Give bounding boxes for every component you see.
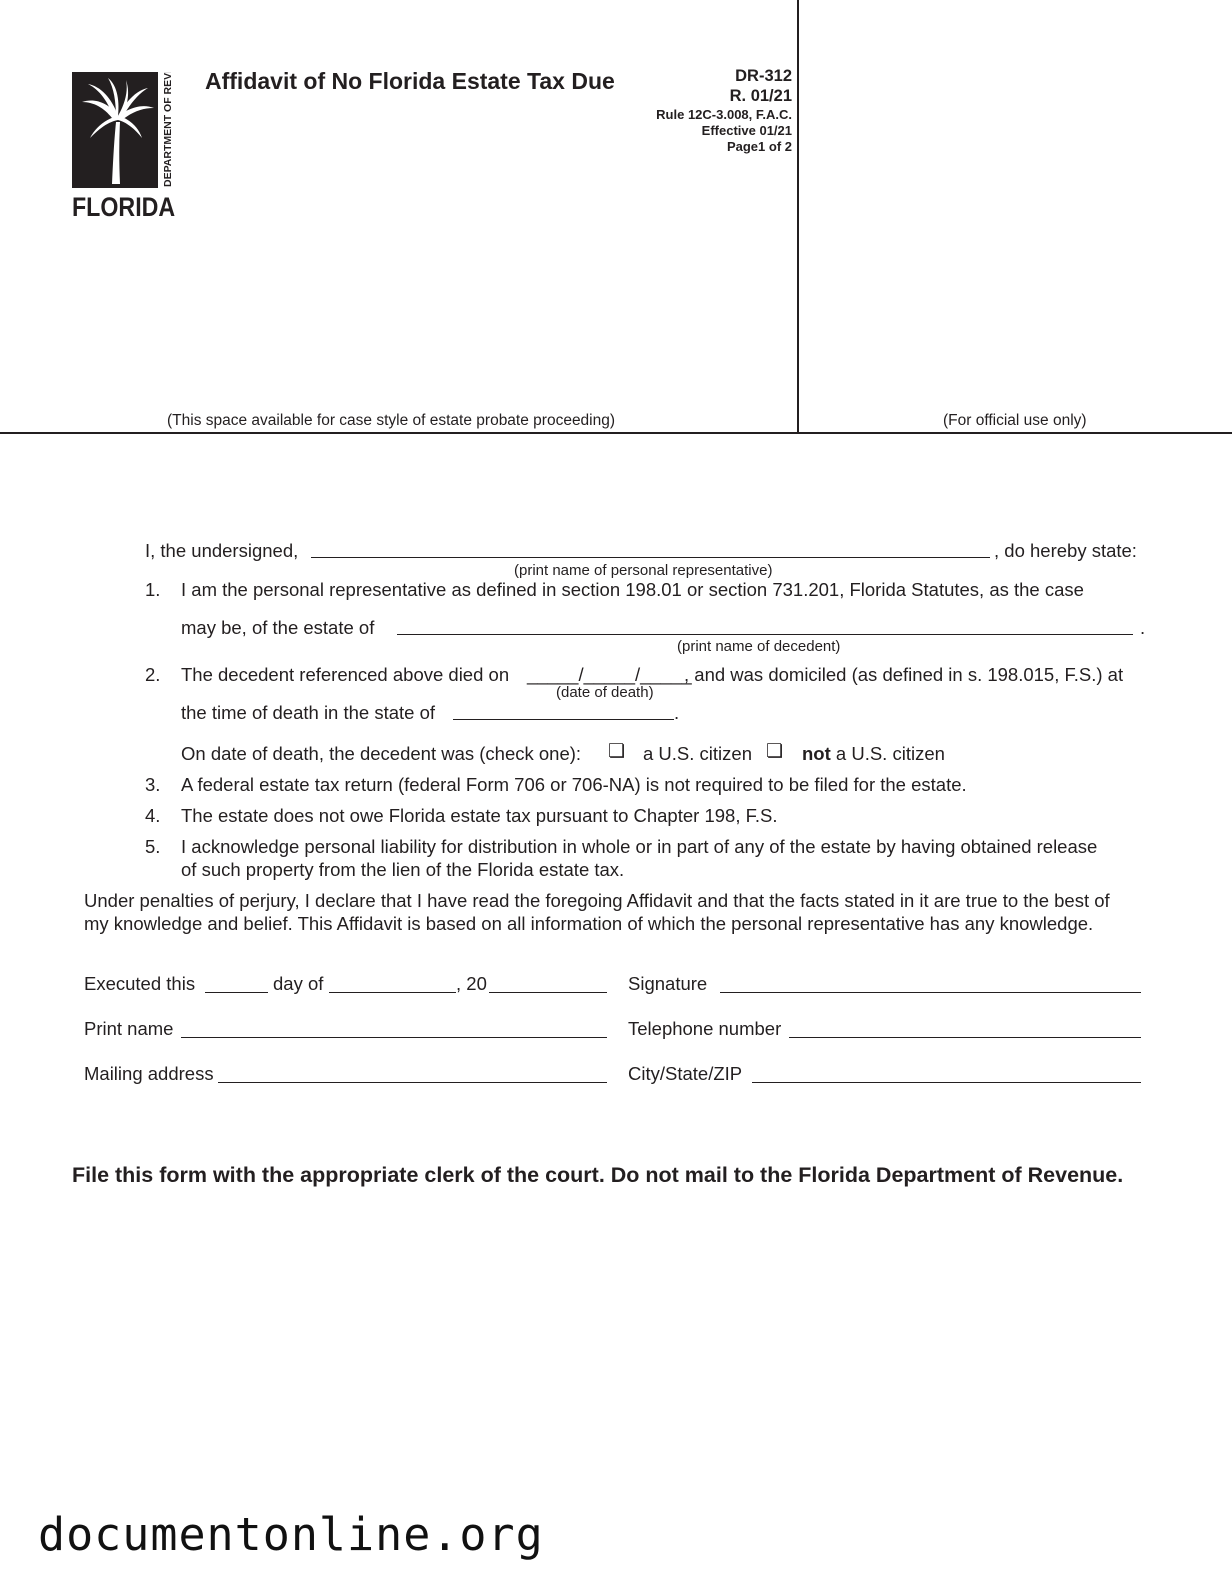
item-1-end: . xyxy=(1140,617,1146,638)
date-of-death-field[interactable]: _____/_____/_____ xyxy=(527,664,692,685)
form-meta xyxy=(656,68,792,153)
citizen-prompt: On date of death, the decedent was (check one): xyxy=(181,743,582,764)
header-vertical-divider xyxy=(797,0,799,433)
telephone-field[interactable] xyxy=(789,1037,1141,1038)
item-2-line-2: the time of death in the state of xyxy=(181,702,436,723)
perjury-line-1: Under penalties of perjury, I declare that I have read the foregoing Affidavit and that the facts stated in it are true to the best of xyxy=(84,890,1110,911)
decedent-name-field[interactable] xyxy=(397,634,1133,635)
print-name-label: Print name xyxy=(84,1018,174,1039)
city-state-zip-label: City/State/ZIP xyxy=(628,1063,743,1084)
item-1-number: 1. xyxy=(145,579,161,600)
item-4-text: The estate does not owe Florida estate tax pursuant to Chapter 198, F.S. xyxy=(181,805,778,826)
option-citizen-label: a U.S. citizen xyxy=(643,743,752,764)
form-page: Page1 of 2 xyxy=(726,139,792,154)
citizen-checkbox[interactable]: ❏ xyxy=(608,741,626,762)
state-of-domicile-field[interactable] xyxy=(453,719,674,720)
official-use-caption: (For official use only) xyxy=(943,412,1087,429)
option-not-citizen-label xyxy=(802,743,945,765)
executed-this-label: Executed this xyxy=(84,973,196,994)
item-5-number: 5. xyxy=(145,836,161,857)
item-1-line-2: may be, of the estate of xyxy=(181,617,375,638)
form-number: DR-312 xyxy=(735,67,792,85)
city-state-zip-field[interactable] xyxy=(752,1082,1141,1083)
executed-month-field[interactable] xyxy=(329,992,456,993)
item-2-line-2-end: . xyxy=(674,702,680,723)
form-effective: Effective 01/21 xyxy=(701,123,792,138)
option-not-bold: not xyxy=(802,743,831,764)
item-2-prefix: The decedent referenced above died on xyxy=(181,664,510,685)
mailing-address-field[interactable] xyxy=(218,1082,607,1083)
department-text: DEPARTMENT OF REVENUE xyxy=(162,72,174,187)
form-title: Affidavit of No Florida Estate Tax Due xyxy=(205,68,615,94)
item-4-number: 4. xyxy=(145,805,161,826)
item-3-number: 3. xyxy=(145,774,161,795)
day-of-label: day of xyxy=(273,973,324,994)
telephone-label: Telephone number xyxy=(628,1018,782,1039)
name-caption: (print name of personal representative) xyxy=(514,562,773,579)
header-horizontal-divider xyxy=(0,432,1232,434)
date-caption: (date of death) xyxy=(556,684,654,701)
intro-prefix: I, the undersigned, xyxy=(145,540,299,561)
mailing-address-label: Mailing address xyxy=(84,1063,214,1084)
florida-dor-logo xyxy=(72,72,176,222)
filing-notice: File this form with the appropriate clerk of the court. Do not mail to the Florida Department of Revenue. xyxy=(72,1163,1124,1187)
case-style-caption: (This space available for case style of estate probate proceeding) xyxy=(167,412,616,429)
item-2-number: 2. xyxy=(145,664,161,685)
intro-suffix: , do hereby state: xyxy=(994,540,1137,561)
personal-representative-name-field[interactable] xyxy=(311,557,990,558)
not-citizen-checkbox[interactable]: ❏ xyxy=(766,741,784,762)
form-revision: R. 01/21 xyxy=(729,86,792,105)
signature-label: Signature xyxy=(628,973,708,994)
perjury-line-2: my knowledge and belief. This Affidavit is based on all information of which the personal representative has any knowledge. xyxy=(84,913,1094,934)
item-3-text: A federal estate tax return (federal Form 706 or 706-NA) is not required to be filed for the estate. xyxy=(181,774,967,795)
executed-year-field[interactable] xyxy=(489,992,607,993)
item-5-line-2: of such property from the lien of the Florida estate tax. xyxy=(181,859,625,880)
logo-state-name: FLORIDA xyxy=(72,192,176,222)
decedent-caption: (print name of decedent) xyxy=(677,638,841,655)
item-2-suffix: , and was domiciled (as defined in s. 198.015, F.S.) at xyxy=(684,664,1124,685)
watermark-text: documentonline.org xyxy=(38,1508,544,1561)
signature-field[interactable] xyxy=(720,992,1141,993)
year-prefix-label: , 20 xyxy=(456,973,487,994)
print-name-field[interactable] xyxy=(181,1037,607,1038)
item-5-line-1: I acknowledge personal liability for distribution in whole or in part of any of the estate by having obtained release xyxy=(181,836,1098,857)
option-not-rest: a U.S. citizen xyxy=(830,743,945,764)
form-rule: Rule 12C-3.008, F.A.C. xyxy=(656,107,792,122)
executed-day-field[interactable] xyxy=(205,992,268,993)
item-1-line-1: I am the personal representative as defined in section 198.01 or section 731.201, Florida Statutes, as the case xyxy=(181,579,1084,600)
